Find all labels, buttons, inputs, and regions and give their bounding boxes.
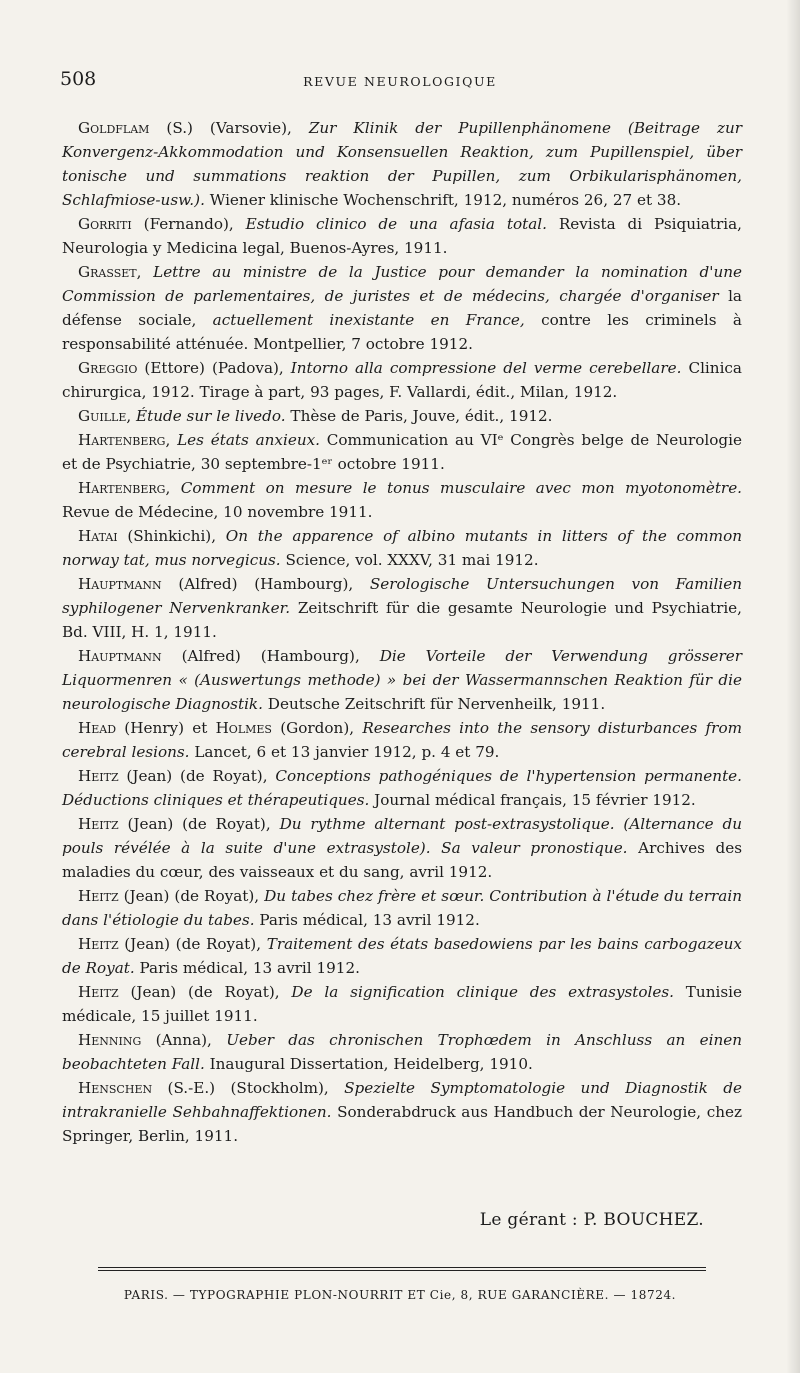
reference-entry — [62, 1028, 742, 1076]
reference-source: Journal médical français, 15 février 1912. — [369, 791, 696, 809]
reference-title: Du tabes chez frère et sœur. Contribution à l'étude du terrain dans l'étiologie du tabes. — [62, 887, 742, 929]
reference-entry — [62, 260, 742, 356]
reference-title: Étude sur le livedo. — [136, 407, 286, 425]
reference-title: Traitement des états basedowiens par les bains carbogazeux de Royat. — [62, 935, 742, 977]
reference-author: Hartenberg — [78, 479, 166, 497]
reference-title: Ueber das chronischen Trophœdem in Anschluss an einen beobachteten Fall. — [62, 1031, 743, 1073]
reference-title-continued: actuellement inexistante en France, — [212, 311, 525, 329]
reference-source: Communication au VIᵉ Congrès belge de Neurologie et de Psychiatrie, 30 septembre-1ᵉʳ octobre 1911. — [62, 431, 742, 473]
running-title: REVUE NEUROLOGIQUE — [303, 74, 497, 89]
reference-author: Hauptmann — [78, 647, 162, 665]
reference-author: Hartenberg — [78, 431, 166, 449]
reference-author-details: (Ettore) (Padova), — [137, 359, 291, 377]
reference-author: Goldflam — [78, 119, 150, 137]
reference-entry — [62, 428, 742, 476]
reference-author-details: (Fernando), — [131, 215, 246, 233]
reference-entry — [62, 476, 742, 524]
reference-author-details: , — [136, 263, 154, 281]
reference-entry — [62, 212, 742, 260]
reference-author-details: (Jean) (de Royat), — [118, 935, 267, 953]
reference-source: Paris médical, 13 avril 1912. — [254, 911, 480, 929]
reference-source: Lancet, 6 et 13 janvier 1912, p. 4 et 79. — [189, 743, 500, 761]
page-edge-shadow — [786, 0, 800, 1373]
reference-title: Les états anxieux. — [177, 431, 320, 449]
reference-entry — [62, 980, 742, 1028]
reference-author: Heitz — [78, 935, 119, 953]
reference-source: Science, vol. XXXV, 31 mai 1912. — [280, 551, 539, 569]
reference-author-details: , — [165, 431, 178, 449]
reference-author-details: (Jean) (de Royat), — [118, 767, 276, 785]
reference-source: la défense sociale, — [62, 287, 742, 329]
reference-entry — [62, 716, 742, 764]
reference-title: Die Vorteile der Verwendung grösserer Liquormenren « (Auswertungs methode) » bei der Wassermannschen Reaktion für die neurologische Diagnostik. — [62, 647, 742, 713]
reference-author-details: , — [126, 407, 137, 425]
reference-author-details: , — [165, 479, 181, 497]
reference-title: Intorno alla compressione del verme cerebellare. — [290, 359, 682, 377]
reference-author-details: (Anna), — [141, 1031, 227, 1049]
reference-source: Tunisie médicale, 15 juillet 1911. — [62, 983, 742, 1025]
reference-author: Hauptmann — [78, 575, 162, 593]
reference-list — [62, 116, 742, 1148]
reference-author: Gorriti — [78, 215, 132, 233]
reference-title: De la signification clinique des extrasystoles. — [291, 983, 674, 1001]
reference-author: Henning — [78, 1031, 142, 1049]
reference-source: Clinica chirurgica, 1912. Tirage à part, 93 pages, F. Vallardi, édit., Milan, 1912. — [62, 359, 742, 401]
reference-entry — [62, 1076, 742, 1148]
reference-title: Conceptions pathogéniques de l'hypertension permanente. Déductions cliniques et thérapeutiques. — [62, 767, 742, 809]
reference-author-details: (S.) (Varsovie), — [149, 119, 309, 137]
reference-source-continued: contre les criminels à responsabilité atténuée. Montpellier, 7 octobre 1912. — [62, 311, 742, 353]
reference-author-details: (Alfred) (Hambourg), — [161, 647, 380, 665]
reference-coauthor-details: (Gordon), — [271, 719, 363, 737]
reference-author-details: (Jean) (de Royat), — [118, 815, 280, 833]
reference-entry — [62, 812, 742, 884]
reference-entry — [62, 404, 742, 428]
page-number: 508 — [60, 68, 97, 90]
reference-author: Heitz — [78, 983, 119, 1001]
reference-author: Heitz — [78, 815, 119, 833]
reference-source: Wiener klinische Wochenschrift, 1912, numéros 26, 27 et 38. — [204, 191, 682, 209]
reference-author: Head — [78, 719, 117, 737]
reference-title: Spezielte Symptomatologie und Diagnostik de intrakranielle Sehbahnaffektionen. — [62, 1079, 742, 1121]
reference-source: Paris médical, 13 avril 1912. — [134, 959, 360, 977]
printer-imprint: PARIS. — TYPOGRAPHIE PLON-NOURRIT ET Cie, 8, RUE GARANCIÈRE. — 18724. — [123, 1288, 677, 1302]
reference-author: Guille — [78, 407, 127, 425]
reference-coauthor: Holmes — [215, 719, 272, 737]
reference-source: Deutsche Zeitschrift für Nervenheilk, 1911. — [262, 695, 606, 713]
reference-author-details: (S.-E.) (Stockholm), — [152, 1079, 345, 1097]
reference-entry — [62, 884, 742, 932]
reference-title: Estudio clinico de una afasia total. — [245, 215, 547, 233]
reference-entry — [62, 764, 742, 812]
reference-title: Comment on mesure le tonus musculaire avec mon myotonomètre. — [180, 479, 743, 497]
reference-title: Serologische Untersuchungen von Familien syphilogener Nervenkranker. — [62, 575, 742, 617]
reference-source: Sonderabdruck aus Handbuch der Neurologie, chez Springer, Berlin, 1911. — [62, 1103, 743, 1145]
reference-source: Thèse de Paris, Jouve, édit., 1912. — [285, 407, 553, 425]
reference-entry — [62, 572, 742, 644]
reference-title: On the apparence of albino mutants in litters of the common norway tat, mus norvegicus. — [62, 527, 742, 569]
reference-source: Zeitschrift für die gesamte Neurologie und Psychiatrie, Bd. VIII, H. 1, 1911. — [62, 599, 742, 641]
reference-author: Henschen — [78, 1079, 153, 1097]
footer-rule-top — [98, 1267, 706, 1268]
reference-author: Greggio — [78, 359, 138, 377]
reference-title: Researches into the sensory disturbances from cerebral lesions. — [62, 719, 742, 761]
reference-entry — [62, 932, 742, 980]
reference-entry — [62, 116, 742, 212]
reference-author-details: (Alfred) (Hambourg), — [161, 575, 370, 593]
reference-entry — [62, 644, 742, 716]
reference-source: Revista di Psiquiatria, Neurologia y Medicina legal, Buenos-Ayres, 1911. — [62, 215, 742, 257]
reference-title: Zur Klinik der Pupillenphänomene (Beitrage zur Konvergenz-Akkommodation und Konsensuellen Reaktion, zum Pupillenspiel, über tonische und summations reaktion der Pupillen, zum Orbikularisphänomen, Schlafmiose-usw.). — [62, 119, 742, 209]
reference-entry — [62, 356, 742, 404]
reference-title: Lettre au ministre de la Justice pour demander la nomination d'une Commission de parlementaires, de juristes et de médecins, chargée d'organiser — [62, 263, 743, 305]
reference-author: Grasset — [78, 263, 137, 281]
reference-source: Inaugural Dissertation, Heidelberg, 1910. — [204, 1055, 533, 1073]
reference-author-details: (Henry) et — [116, 719, 216, 737]
reference-author: Heitz — [78, 767, 119, 785]
page-header — [0, 68, 800, 96]
reference-source: Archives des maladies du cœur, des vaisseaux et du sang, avril 1912. — [62, 839, 742, 881]
signature-line: Le gérant : P. BOUCHEZ. — [479, 1210, 704, 1230]
reference-title: Du rythme alternant post-extrasystolique. (Alternance du pouls révélée à la suite d'une extrasystole). Sa valeur pronostique. — [62, 815, 742, 857]
reference-entry — [62, 524, 742, 572]
reference-source: Revue de Médecine, 10 novembre 1911. — [62, 503, 373, 521]
reference-author: Heitz — [78, 887, 119, 905]
reference-author: Hatai — [78, 527, 118, 545]
footer-rule-bottom — [98, 1270, 706, 1271]
reference-author-details: (Shinkichi), — [117, 527, 226, 545]
reference-author-details: (Jean) (de Royat), — [118, 983, 292, 1001]
reference-author-details: (Jean) (de Royat), — [118, 887, 265, 905]
